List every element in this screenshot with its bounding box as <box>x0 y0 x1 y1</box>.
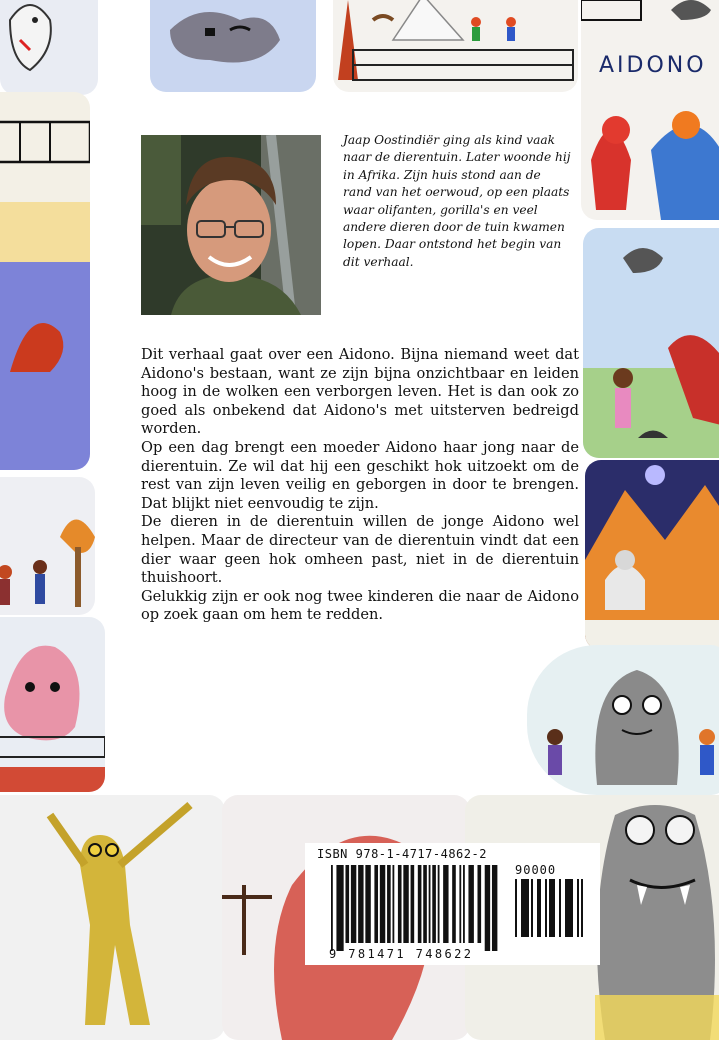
barcode-bar <box>521 879 529 937</box>
drawing-tile-bottom-1 <box>0 795 225 1040</box>
drawing-tile-left-upper <box>0 92 90 470</box>
drawing-tile-left-middle <box>0 477 95 615</box>
barcode-bar <box>485 865 490 951</box>
barcode-bar <box>545 879 547 937</box>
drawing-tile-right-2 <box>585 460 719 650</box>
barcode-bar <box>549 879 555 937</box>
barcode-bar <box>336 865 343 951</box>
barcode-bar <box>392 865 394 943</box>
barcode-bar <box>468 865 473 943</box>
author-bio: Jaap Oostindiër ging als kind vaak naar de dierentuin. Later woonde hij in Afrika. Zijn huis stond aan de rand van het oerwoud, op een plaats waar olifanten, gorilla's en veel andere dieren door de tuin kwamen lopen. Daar ontstond het begin van dit verhaal. <box>343 133 571 269</box>
ean-digits: 9 781471 748622 <box>329 947 474 961</box>
barcode-bar <box>438 865 440 943</box>
barcode-bar <box>515 879 517 937</box>
blurb-paragraph: De dieren in de dierentuin willen de jonge Aidono wel helpen. Maar de directeur van de dierentuin vindt dat een dier waar geen hok omheen past, niet in de dierentuin thuishoort. <box>141 513 579 587</box>
barcode-bar <box>418 865 422 943</box>
barcode-bar <box>403 865 408 943</box>
author-photo <box>141 135 321 315</box>
drawing-tile-top-3 <box>333 0 578 92</box>
barcode-bar <box>345 865 349 943</box>
barcode-bar <box>358 865 363 943</box>
barcode-bar <box>429 865 431 943</box>
barcode-bar <box>380 865 385 943</box>
drawing-tile-right-3 <box>527 645 719 795</box>
isbn-barcode <box>305 843 600 965</box>
barcode-bar <box>443 865 448 943</box>
barcode-bar <box>459 865 461 943</box>
drawing-tile-top-left <box>0 0 98 95</box>
ean-bars <box>331 865 501 951</box>
barcode-bar <box>411 865 415 943</box>
barcode-bar <box>492 865 497 951</box>
drawing-tile-right-1 <box>583 228 719 458</box>
barcode-bar <box>531 879 533 937</box>
barcode-bar <box>463 865 465 943</box>
barcode-bar <box>365 865 370 943</box>
blurb-paragraph: Op een dag brengt een moeder Aidono haar jong naar de dierentuin. Ze wil dat hij een geschikt hok uitzoekt om de rest van zijn leven veilig en geborgen in door te brengen. Dat blijkt niet eenvoudig te zijn. <box>141 438 579 512</box>
book-blurb <box>141 346 579 625</box>
barcode-bar <box>351 865 356 943</box>
drawing-tile-top-2 <box>150 0 316 92</box>
barcode-bar <box>331 865 333 951</box>
barcode-bar <box>374 865 378 943</box>
price-code: 90000 <box>515 863 557 877</box>
barcode-bar <box>387 865 391 943</box>
barcode-bar <box>565 879 573 937</box>
barcode-bar <box>423 865 427 943</box>
addon-bars <box>515 879 587 945</box>
drawing-tile-top-right <box>581 0 719 220</box>
barcode-bar <box>477 865 481 943</box>
blurb-paragraph: Gelukkig zijn er ook nog twee kinderen die naar de Aidono op zoek gaan om hem te redden. <box>141 587 579 624</box>
barcode-bar <box>537 879 541 937</box>
drawing-tile-left-lower <box>0 617 105 792</box>
barcode-bar <box>577 879 579 937</box>
blurb-paragraph: Dit verhaal gaat over een Aidono. Bijna niemand weet dat Aidono's bestaan, want ze zijn bijna onzichtbaar en leiden hoog in de wolken een verborgen leven. Het is dan ook zo goed als onbekend dat Aidono's met uitsterven bedreigd worden. <box>141 346 579 438</box>
barcode-bar <box>398 865 402 943</box>
barcode-bar <box>452 865 456 943</box>
barcode-bar <box>559 879 561 937</box>
drawing-caption: AIDONO <box>599 53 707 78</box>
barcode-bar <box>581 879 583 937</box>
barcode-bar <box>432 865 436 943</box>
isbn-number: ISBN 978-1-4717-4862-2 <box>317 847 487 861</box>
